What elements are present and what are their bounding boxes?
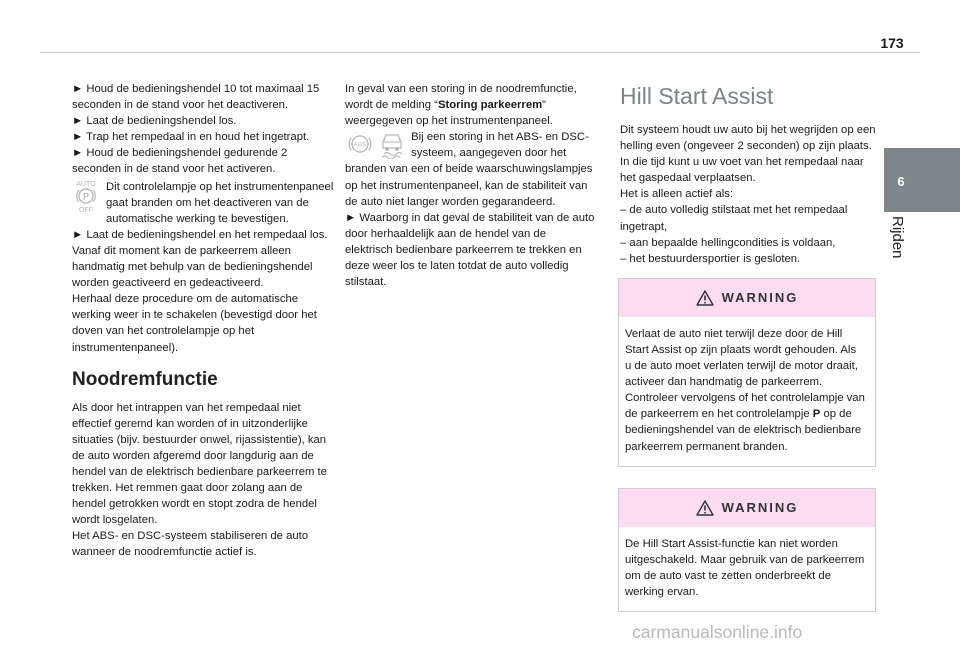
condition-line: – aan bepaalde hellingcondities is voldaan,: [620, 236, 836, 249]
lamp-note: Dit controlelampje op het instrumentenpaneel gaat branden om het deactiveren van de automatische werking te bevestigen.: [106, 180, 334, 225]
abs-warning-icon: [345, 129, 375, 157]
warning-triangle-icon: [696, 290, 714, 306]
instruction-line: ► Houd de bedieningshendel gedurende 2 seconden in de stand voor het activeren.: [72, 147, 288, 176]
instruction-line: ► Laat de bedieningshendel en het rempedaal los.: [72, 228, 328, 241]
body-paragraph: Vanaf dit moment kan de parkeerrem alleen handmatig met behulp van de bedieningshendel worden geactiveerd en gedeactiveerd.: [72, 244, 313, 290]
instruction-line: ► Laat de bedieningshendel los.: [72, 115, 237, 128]
dsc-warning-icon: [378, 129, 406, 159]
warning-header: [619, 489, 875, 527]
instruction-line: ► Houd de bedieningshendel 10 tot maximaal 15 seconden in de stand voor het deactiveren.: [72, 83, 320, 112]
parking-brake-auto-off-icon: [72, 179, 100, 213]
icon-label-bottom: OFF: [79, 206, 93, 213]
page-number: 173: [880, 35, 904, 51]
header-divider: [40, 52, 920, 53]
chapter-number: 6: [897, 174, 905, 189]
warning-box: [618, 488, 876, 612]
body-paragraph: Het is alleen actief als:: [620, 188, 734, 201]
warning-heading: WARNING: [721, 289, 799, 305]
message-text: Storing parkeerrem: [437, 99, 543, 112]
body-paragraph: Het ABS- en DSC-systeem stabiliseren de auto wanneer de noodremfunctie actief is.: [72, 530, 309, 559]
warning-text: Verlaat de auto niet terwijl deze door de Hill Start Assist op zijn plaats wordt gehouden. Als u de auto moet verlaten terwijl de motor draait, activeer dan handmatig de parkeerrem. Controleer vervolgens of het controlelampje van de parkeerrem en het controlelampje P op de bedieningshendel van de elektrisch bedienbare parkeerrem permanent branden.: [625, 327, 865, 453]
instruction-line: ► Waarborg in dat geval de stabiliteit van de auto door herhaaldelijk aan de hendel van de elektrisch bedienbare parkeerrem te trekken en deze weer los te laten totdat de auto volledig stilstaat.: [345, 211, 595, 289]
warning-triangle-icon: [696, 500, 714, 516]
chapter-title: Rijden: [889, 216, 906, 259]
body-paragraph: Als door het intrappen van het rempedaal niet effectief geremd kan worden of in uitzonderlijke situaties (bijv. bestuurder onwel, rijassistentie), kan de auto worden afgeremd door langdurig aan de hendel van de elektrisch bedienbare parkeerrem te trekken. Het remmen gaat door zolang aan de hendel getrokken wordt en stopt zodra de hendel wordt losgelaten.: [72, 401, 327, 527]
warning-header: [619, 279, 875, 317]
abs-icon-label: ABS: [353, 141, 367, 149]
warning-heading: WARNING: [721, 499, 799, 515]
column-middle: [345, 81, 595, 290]
body-paragraph: Herhaal deze procedure om de automatische werking weer in te schakelen (bevestigd door het doven van het controlelampje op het instrumentenpaneel).: [72, 293, 317, 354]
warning-text: De Hill Start Assist-functie kan niet worden uitgeschakeld. Maar gebruik van de parkeerrem om de auto vast te zetten onderbreekt de werking ervan.: [625, 537, 865, 598]
watermark: carmanualsonline.info: [632, 622, 803, 642]
svg-text:P: P: [82, 191, 90, 202]
icon-label-top: AUTO: [76, 180, 96, 188]
condition-line: – het bestuurdersportier is gesloten.: [620, 252, 801, 265]
body-paragraph: Dit systeem houdt uw auto bij het wegrijden op een helling even (ongeveer 2 seconden) op zijn plaats. In die tijd kunt u uw voet van het rempedaal naar het gaspedaal verplaatsen.: [620, 124, 876, 185]
body-paragraph: In geval van een storing in de noodremfunctie, wordt de melding “Storing parkeerrem” weergegeven op het instrumentenpaneel.: [345, 83, 577, 128]
warning-box: [618, 278, 876, 467]
column-left: [72, 81, 334, 561]
section-title-noodremfunctie: Noodremfunctie: [72, 368, 218, 390]
instruction-line: ► Trap het rempedaal in en houd het ingetrapt.: [72, 131, 310, 144]
section-title-hill-start-assist: Hill Start Assist: [620, 83, 774, 109]
condition-line: – de auto volledig stilstaat met het rempedaal ingetrapt,: [620, 204, 848, 233]
abs-note: Bij een storing in het ABS- en DSC-systeem, aangegeven door het branden van een of beide waarschuwingslampjes op het instrumentenpaneel, kan de stabiliteit van de auto niet langer worden gegarandeerd.: [345, 131, 593, 208]
column-right: [620, 83, 876, 612]
